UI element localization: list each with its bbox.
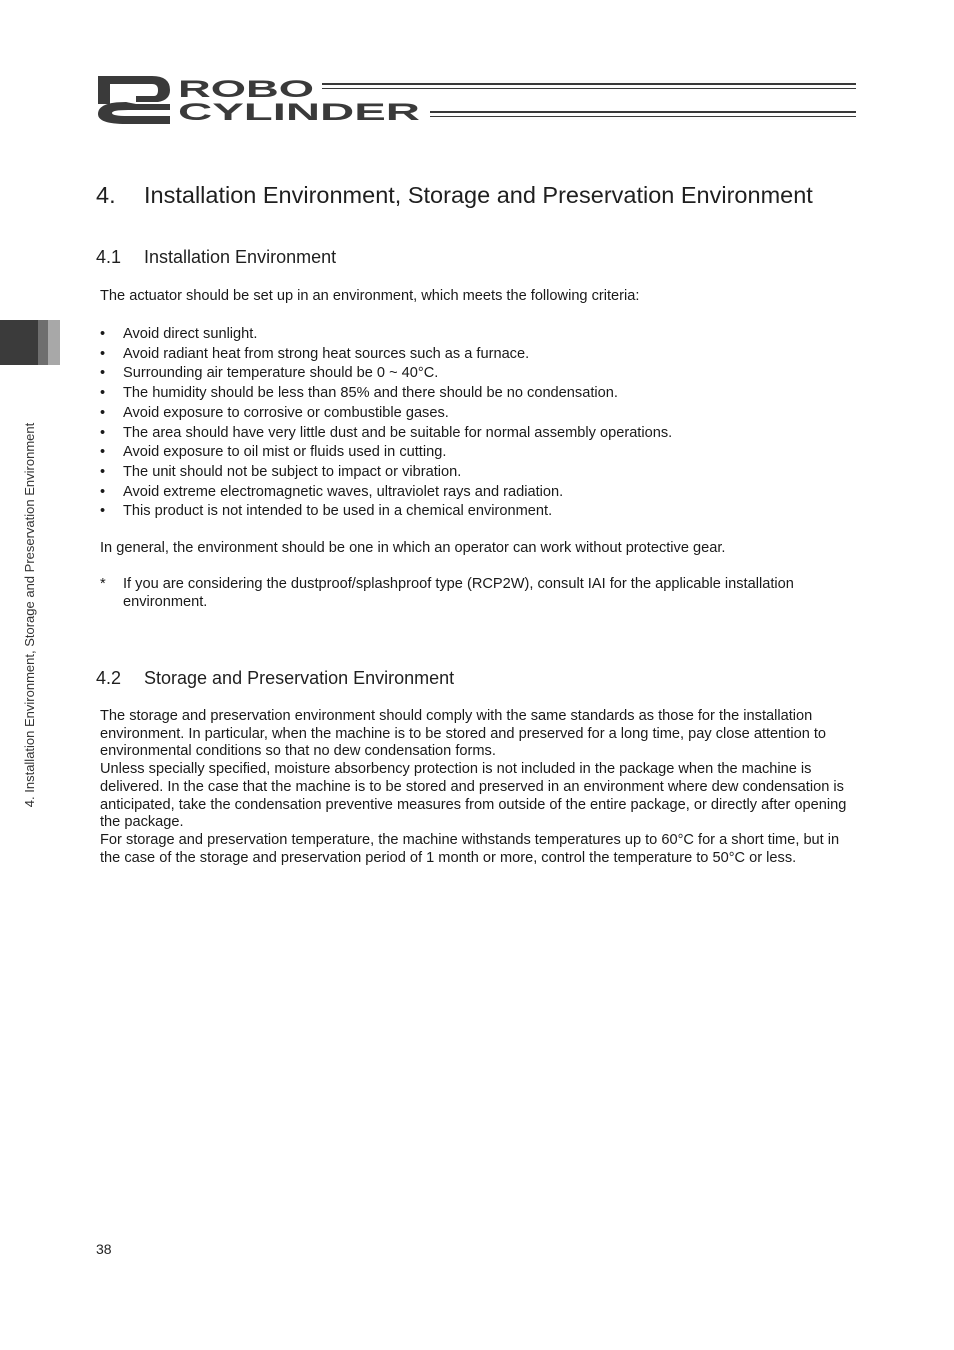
bullet: • [100, 385, 106, 402]
list-item: • Avoid extreme electromagnetic waves, ultraviolet rays and radiation. [100, 483, 860, 503]
bullet: • [100, 424, 106, 441]
bullet: • [100, 503, 106, 520]
list-item: • Surrounding air temperature should be 0 ~ 40°C. [100, 364, 860, 384]
header-rule-bottom-1 [430, 111, 856, 113]
installation-intro-paragraph: The actuator should be set up in an environment, which meets the following criteria: [100, 288, 640, 304]
note-asterisk: * [100, 576, 106, 592]
section-number: 4.1 [96, 247, 122, 267]
list-item: • The area should have very little dust and be suitable for normal assembly operations. [100, 424, 860, 444]
storage-body [100, 708, 860, 867]
list-item: • This product is not intended to be used in a chemical environment. [100, 502, 860, 522]
list-item: • Avoid exposure to corrosive or combustible gases. [100, 404, 860, 424]
list-item: • The unit should not be subject to impact or vibration. [100, 463, 860, 483]
list-item: • Avoid direct sunlight. [100, 325, 860, 345]
section-heading-storage [96, 668, 454, 689]
robo-cylinder-logo [96, 74, 856, 126]
logo-word-robo: ROBO [178, 76, 314, 103]
section-heading-text: Storage and Preservation Environment [144, 668, 455, 688]
bullet: • [100, 444, 106, 461]
bullet: • [100, 345, 106, 362]
bullet: • [100, 404, 106, 421]
storage-paragraph: The storage and preservation environment should comply with the same standards as those for the installation environment. In particular, when the machine is to be stored and preserved for a long time, pay close attention to environmental conditions so that no dew condensation forms. [100, 708, 827, 760]
list-item: • The humidity should be less than 85% and there should be no condensation. [100, 384, 860, 404]
bullet: • [100, 483, 106, 500]
section-heading-text: Installation Environment [144, 247, 337, 267]
bullet: • [100, 463, 106, 480]
rc-monogram-icon [98, 76, 170, 124]
installation-criteria-list [100, 325, 860, 522]
logo-word-cylinder: CYLINDER [178, 99, 420, 126]
storage-paragraph: Unless specially specified, moisture absorbency protection is not included in the package when the machine is delivered. In the case that the machine is to be stored and preserved in an environment where dew condensation is anticipated, take the condensation preventive measures from outside of the entire package, or directly after opening the package. [100, 761, 847, 831]
chapter-title-text: Installation Environment, Storage and Preservation Environment [144, 182, 813, 208]
note-text: If you are considering the dustproof/splashproof type (RCP2W), consult IAI for the applicable installation environment. [123, 576, 794, 610]
bullet: • [100, 365, 106, 382]
header-rule-bottom-2 [430, 116, 856, 117]
section-number: 4.2 [96, 668, 122, 688]
bullet: • [100, 326, 106, 342]
list-item: • Avoid radiant heat from strong heat sources such as a furnace. [100, 345, 860, 365]
header-rule-top-2 [322, 88, 856, 89]
logo-graphic [96, 74, 856, 126]
header-rule-top-1 [322, 83, 856, 85]
list-item: • Avoid exposure to oil mist or fluids used in cutting. [100, 443, 860, 463]
page-number: 38 [96, 1241, 112, 1257]
chapter-side-label: 4. Installation Environment, Storage and Preservation Environment [22, 422, 37, 808]
general-environment-paragraph: In general, the environment should be one in which an operator can work without protective gear. [100, 540, 726, 556]
storage-paragraph: For storage and preservation temperature, the machine withstands temperatures up to 60°C for a short time, but in the case of the storage and preservation period of 1 month or more, control the temperature to 50°C or less. [100, 831, 840, 866]
page-title [96, 182, 813, 209]
dustproof-note [100, 575, 860, 611]
chapter-number: 4. [96, 182, 116, 208]
section-heading-installation [96, 247, 336, 268]
